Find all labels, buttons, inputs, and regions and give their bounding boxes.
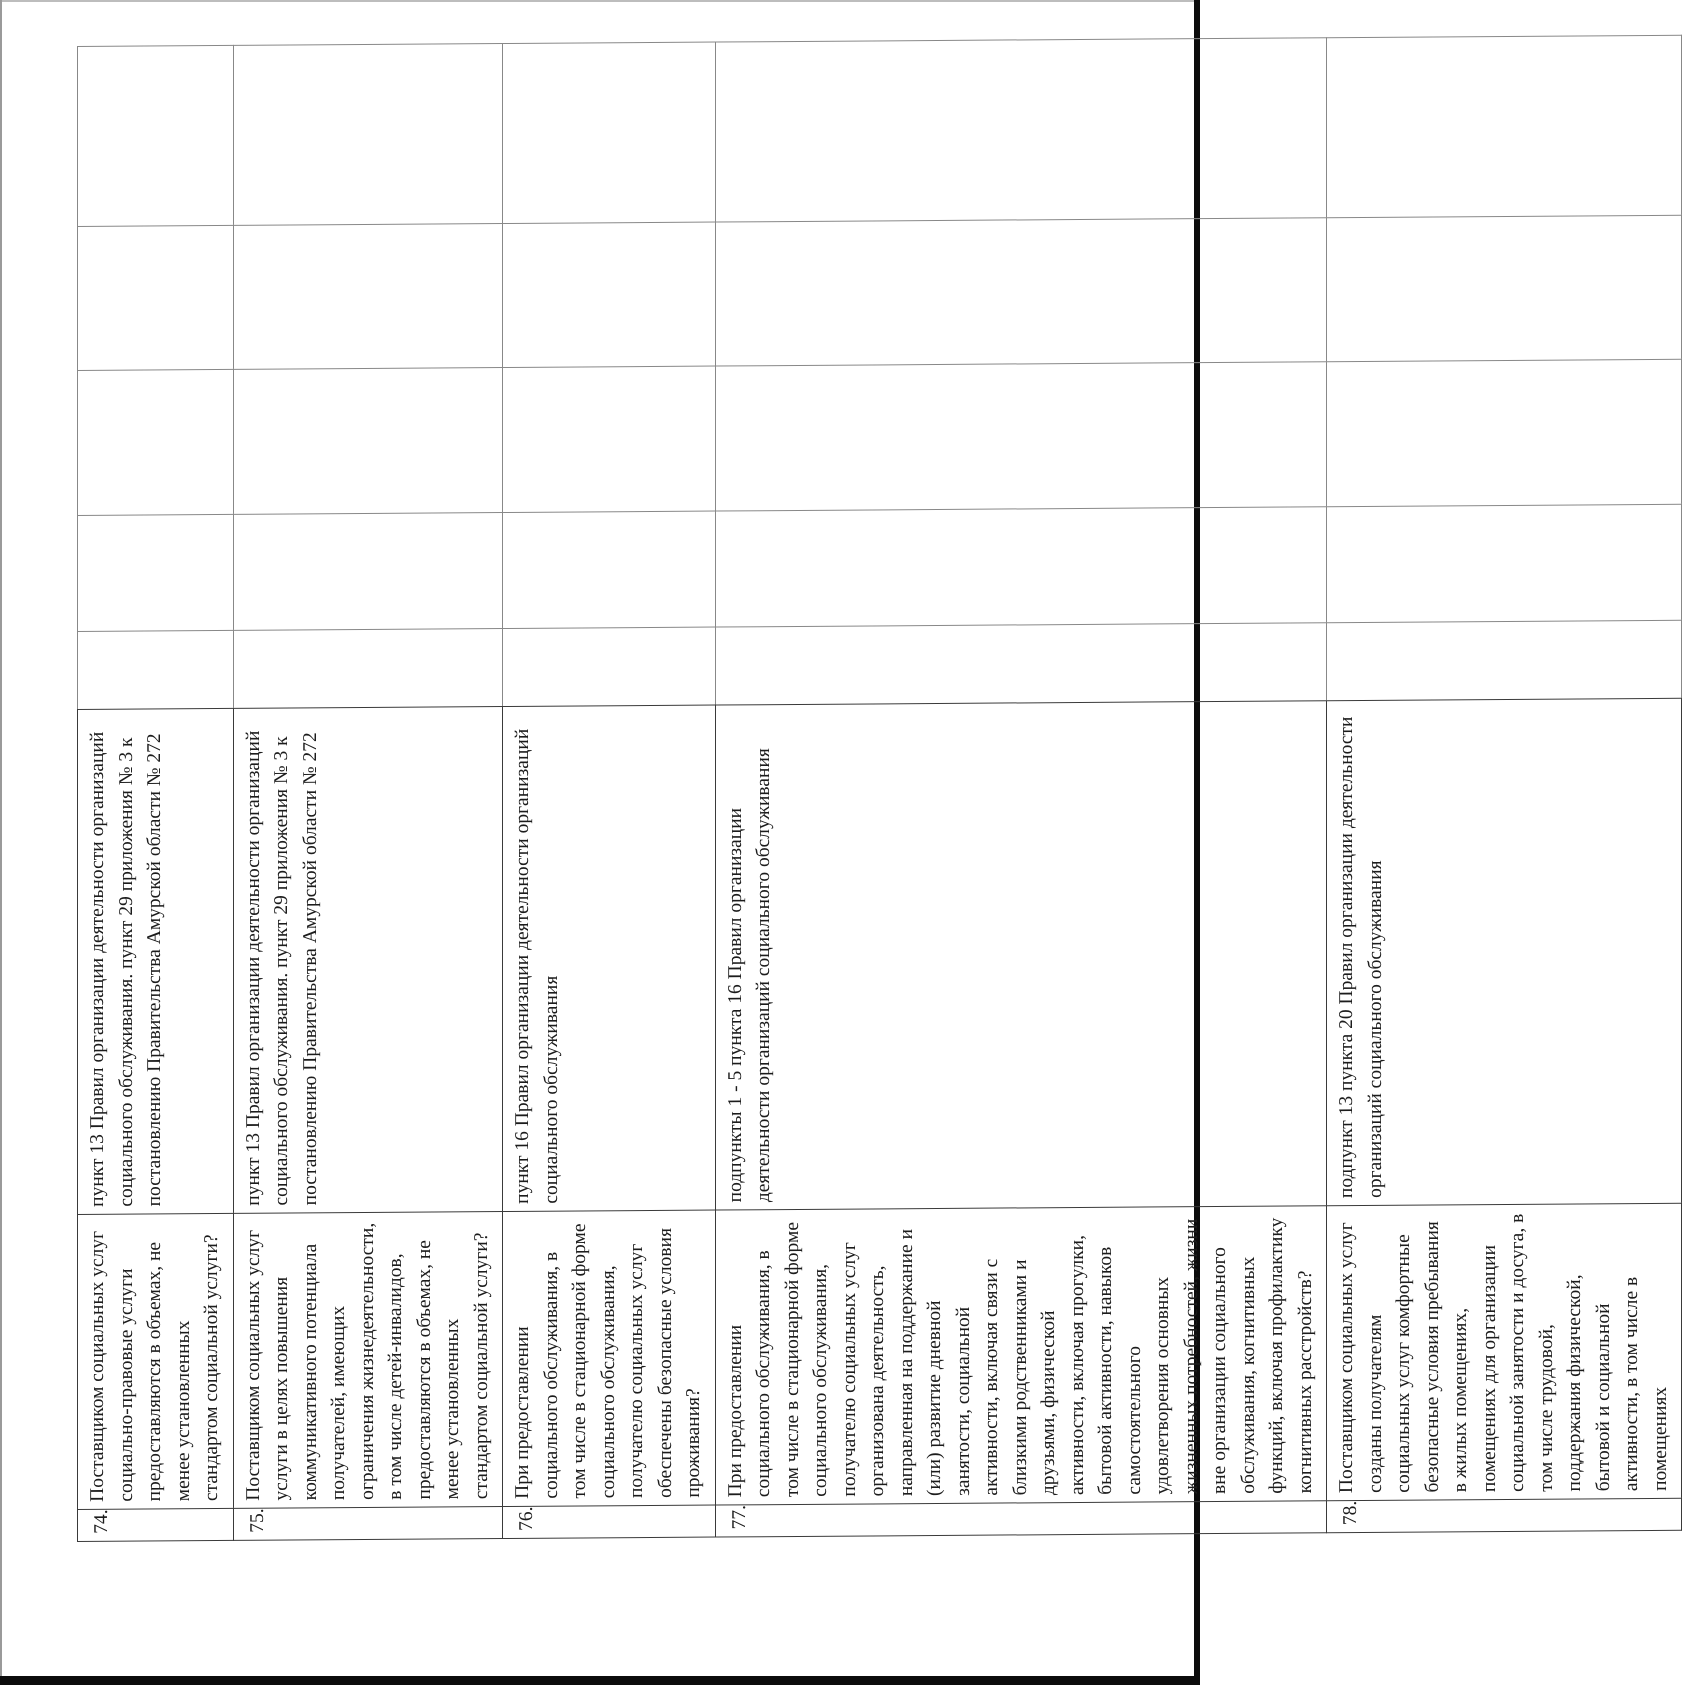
answer-cell-not-applicable bbox=[78, 369, 234, 515]
table-row-77 bbox=[715, 38, 1327, 1537]
row-number: 77. bbox=[715, 1501, 1327, 1537]
row-number: 74. bbox=[78, 1508, 234, 1541]
table-row-78 bbox=[1327, 35, 1682, 1532]
answer-cell-no bbox=[78, 514, 234, 631]
table-row-75 bbox=[233, 44, 503, 1541]
requirement-question: Поставщиком социальных услуг социально-правовые услуги предоставляются в объемах, не менее установленных стандартом социальной услуги? bbox=[78, 1213, 234, 1509]
answer-cell-yes bbox=[503, 627, 716, 706]
scan-edge-top bbox=[0, 0, 1200, 2]
answer-cell-yes bbox=[715, 623, 1327, 705]
answer-cell-not-applicable bbox=[1327, 359, 1682, 506]
answer-cell-yes bbox=[1327, 620, 1682, 700]
answer-cell-extra bbox=[715, 218, 1327, 366]
checklist-table bbox=[77, 35, 1682, 1542]
answer-cell-extra bbox=[78, 225, 234, 370]
legal-reference: пункт 13 Правил организации деятельности организаций социального обслуживания. пункт 29 приложения № 3 к постановлению Правительства Амурской области № 272 bbox=[78, 708, 234, 1214]
notes-cell bbox=[715, 38, 1327, 222]
notes-cell bbox=[1327, 35, 1682, 217]
answer-cell-no bbox=[503, 511, 716, 628]
notes-cell bbox=[233, 44, 503, 226]
answer-cell-no bbox=[1327, 504, 1682, 622]
answer-cell-no bbox=[233, 513, 503, 631]
legal-reference: пункт 13 Правил организации деятельности организаций социального обслуживания. пункт 29 приложения № 3 к постановлению Правительства Амурской области № 272 bbox=[233, 707, 503, 1214]
row-number: 78. bbox=[1327, 1498, 1682, 1532]
legal-reference: подпункт 13 пункта 20 Правил организации деятельности организаций социального обслуживания bbox=[1327, 698, 1682, 1205]
answer-cell-extra bbox=[1327, 215, 1682, 361]
row-number: 75. bbox=[233, 1507, 503, 1541]
answer-cell-not-applicable bbox=[715, 362, 1327, 511]
requirement-question: При предоставлении социального обслуживания, в том числе в стационарной форме социального обслуживания, получателю социальных услуг обеспечены безопасные условия проживания? bbox=[503, 1210, 716, 1506]
answer-cell-not-applicable bbox=[503, 366, 716, 512]
answer-cell-yes bbox=[78, 630, 234, 709]
scan-edge-left bbox=[0, 0, 2, 1685]
scan-edge-bottom bbox=[0, 1676, 1200, 1685]
table-row-76 bbox=[503, 42, 716, 1538]
notes-cell bbox=[503, 42, 716, 223]
requirement-question: Поставщиком социальных услуг услуги в целях повышения коммуникативного потенциала получателей, имеющих ограничения жизнедеятельности, в том числе детей-инвалидов, предоставляются в объемах, не менее установленных стандартом социальной услуги? bbox=[233, 1212, 503, 1509]
requirement-question: При предоставлении социального обслуживания, в том числе в стационарной форме социального обслуживания, получателю социальных услуг организована деятельность, направленная на поддержание и (или) развитие дневной занятости, социальной активности, включая связи с близкими родственниками и друзьями, физической активности, включая прогулки, бытовой активности, навыков самостоятельного удовлетворения основных жизненных потребностей, жизни вне организации социального обслуживания, когнитивных функций, включая профилактику когнитивных расстройств? bbox=[715, 1206, 1327, 1505]
table-row-74 bbox=[78, 45, 234, 1541]
notes-cell bbox=[78, 45, 234, 226]
rotated-document-page bbox=[77, 40, 1671, 1542]
answer-cell-extra bbox=[233, 224, 503, 370]
legal-reference: подпункты 1 - 5 пункта 16 Правил организации деятельности организаций социального обслуживания bbox=[715, 701, 1327, 1210]
row-number: 76. bbox=[503, 1505, 716, 1538]
answer-cell-extra bbox=[503, 222, 716, 367]
answer-cell-not-applicable bbox=[233, 368, 503, 515]
legal-reference: пункт 16 Правил организации деятельности организаций социального обслуживания bbox=[503, 705, 716, 1211]
answer-cell-yes bbox=[233, 629, 503, 709]
answer-cell-no bbox=[715, 507, 1327, 627]
requirement-question: Поставщиком социальных услуг созданы получателям социальных услуг комфортные безопасные условия пребывания в жилых помещениях, помещениях для организации социальной занятости и досуга, в том числе трудовой, поддержания физической, бытовой и социальной активности, в том числе в помещениях bbox=[1327, 1203, 1682, 1500]
